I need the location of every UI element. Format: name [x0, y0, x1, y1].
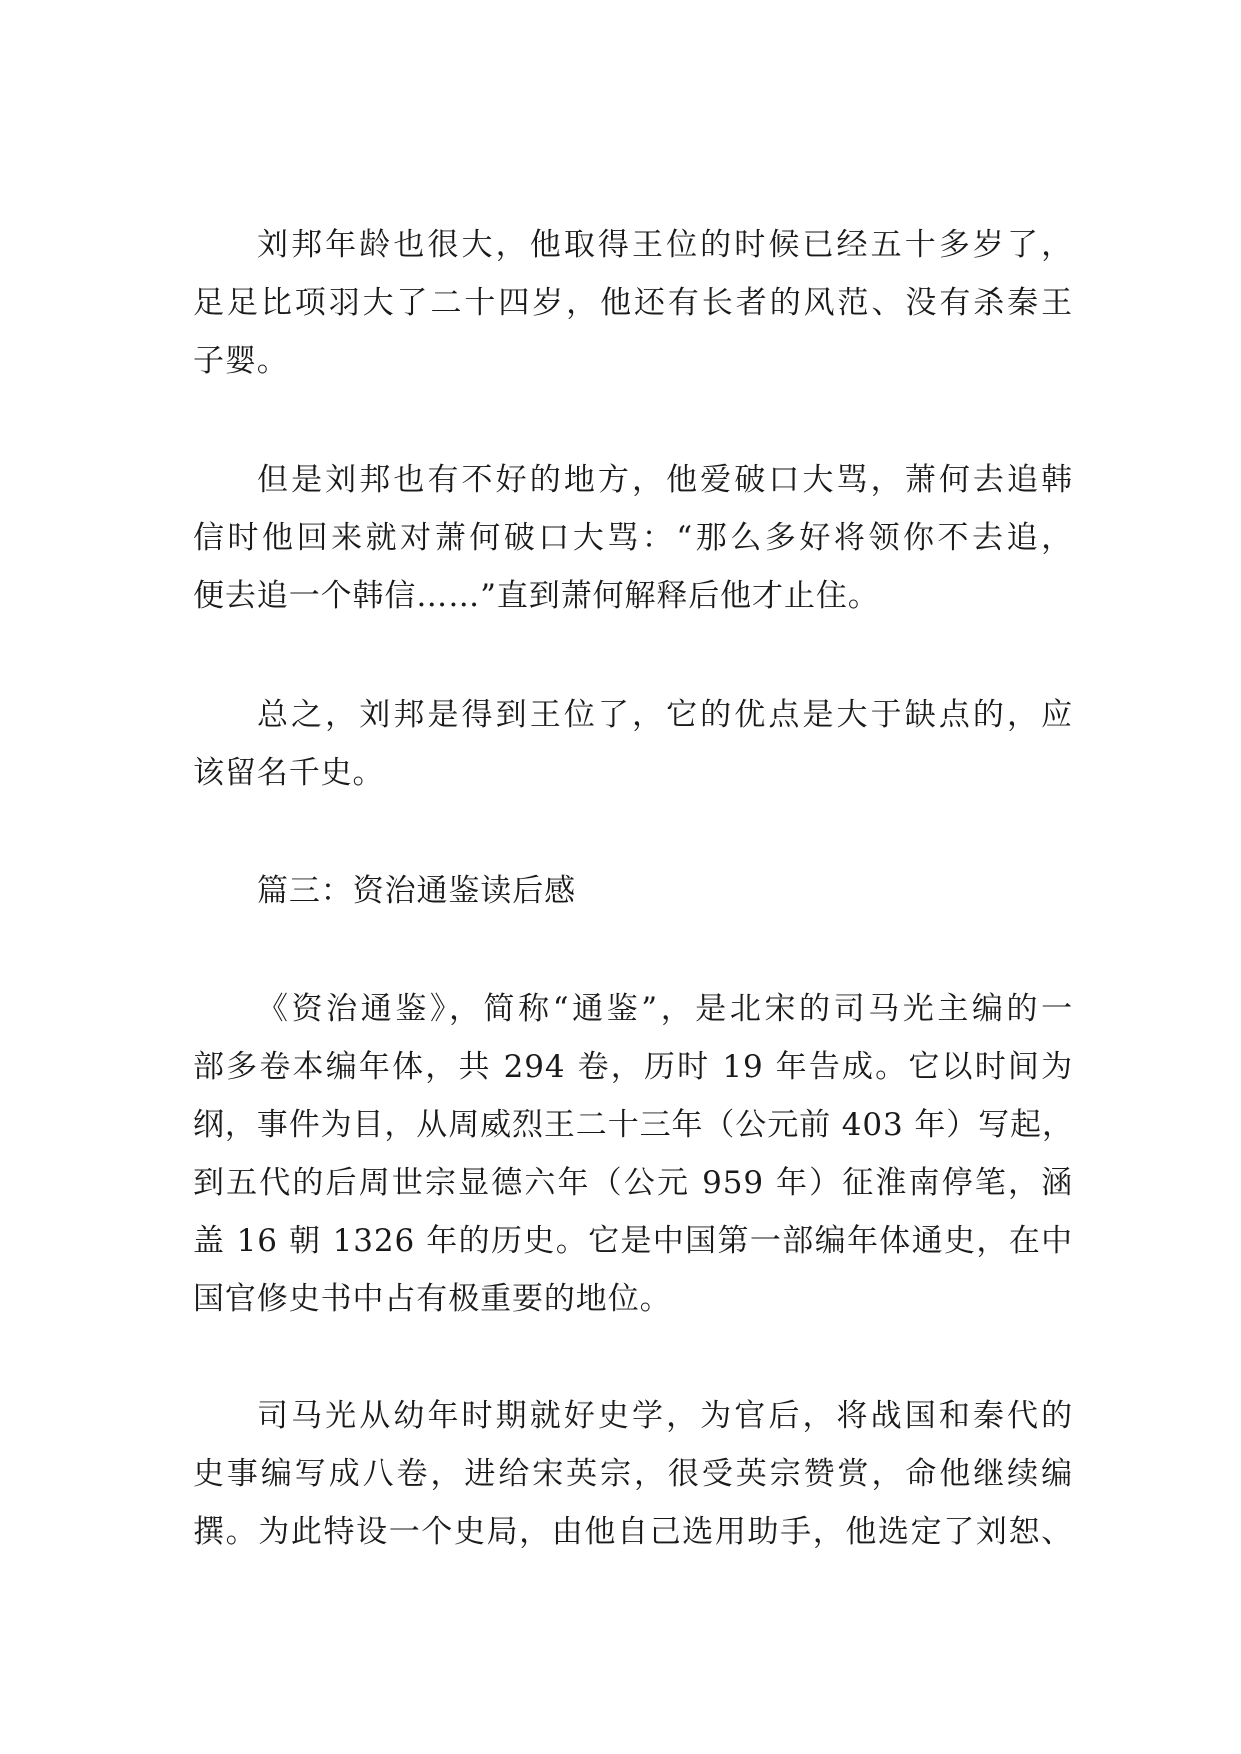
- paragraph-sima-guang: [193, 1387, 1073, 1561]
- text-line: 国官修史书中占有极重要的地位。: [193, 1281, 672, 1317]
- text-line: 到五代的后周世宗显德六年（公元 959 年）征淮南停笔，涵: [193, 1165, 1073, 1201]
- text-line: 该留名千史。: [193, 755, 385, 791]
- text-line: 子婴。: [193, 343, 289, 379]
- text-line: 刘邦年龄也很大，他取得王位的时候已经五十多岁了，: [257, 227, 1073, 263]
- text-line: 《资治通鉴》，简称“通鉴”，是北宋的司马光主编的一: [257, 991, 1073, 1027]
- text-line: 司马光从幼年时期就好史学，为官后，将战国和秦代的: [257, 1398, 1073, 1434]
- section-heading: [193, 862, 1073, 920]
- text-line: 纲，事件为目，从周威烈王二十三年（公元前 403 年）写起，: [193, 1107, 1074, 1143]
- text-line: 足足比项羽大了二十四岁，他还有长者的风范、没有杀秦王: [193, 285, 1073, 321]
- paragraph-liu-bang-age: [193, 216, 1073, 390]
- paragraph-zizhi-tongjian-intro: [193, 980, 1073, 1328]
- section-title: 篇三：资治通鉴读后感: [257, 873, 576, 909]
- text-line: 部多卷本编年体，共 294 卷，历时 19 年告成。它以时间为: [193, 1049, 1073, 1085]
- text-line: 撰。为此特设一个史局，由他自己选用助手，他选定了刘恕、: [193, 1514, 1073, 1550]
- text-line: 便去追一个韩信……”直到萧何解释后他才止住。: [193, 578, 880, 614]
- text-line: 史事编写成八卷，进给宋英宗，很受英宗赞赏，命他继续编: [193, 1456, 1073, 1492]
- text-line: 但是刘邦也有不好的地方，他爱破口大骂，萧何去追韩: [257, 462, 1073, 498]
- paragraph-conclusion: [193, 686, 1073, 802]
- text-line: 总之，刘邦是得到王位了，它的优点是大于缺点的，应: [257, 697, 1073, 733]
- text-line: 盖 16 朝 1326 年的历史。它是中国第一部编年体通史，在中: [193, 1223, 1073, 1259]
- text-line: 信时他回来就对萧何破口大骂：“那么多好将领你不去追，: [193, 520, 1073, 556]
- paragraph-liu-bang-flaws: [193, 451, 1073, 625]
